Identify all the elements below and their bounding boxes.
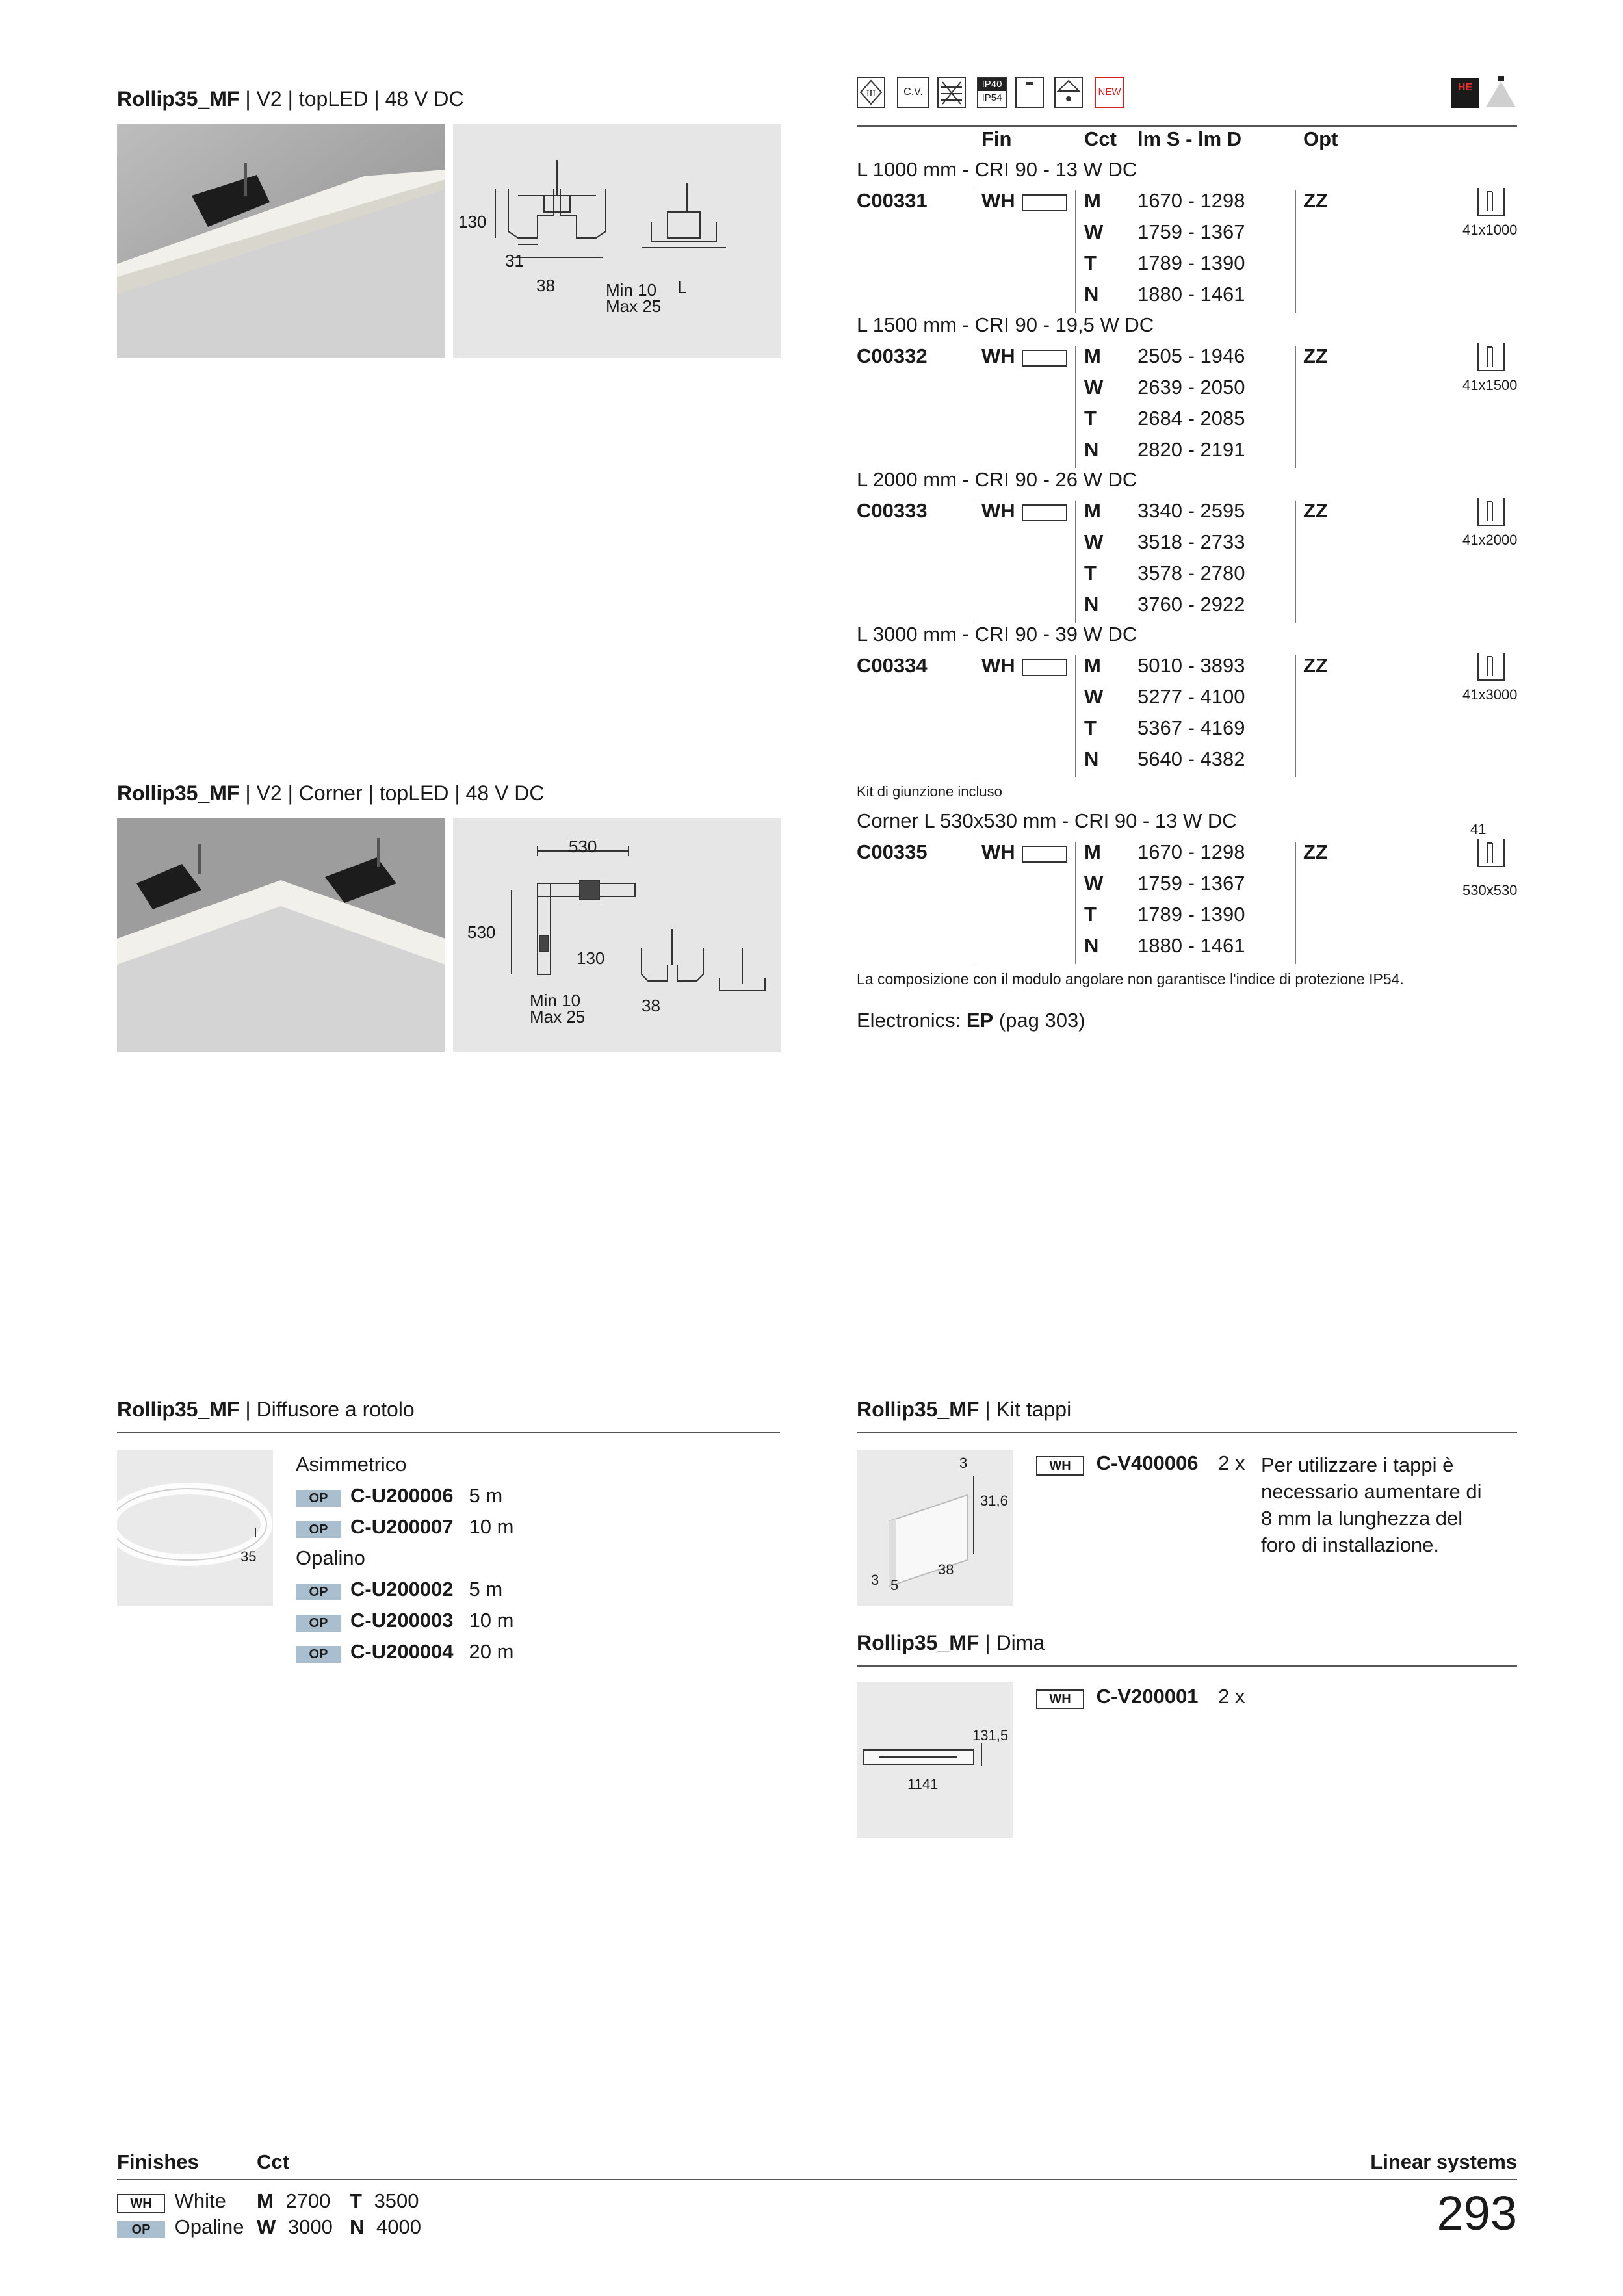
- corner-group-fin-swatch: [1022, 846, 1067, 863]
- group-3-code: C00334: [857, 654, 928, 677]
- diffuser-group-asimmetrico: Asimmetrico: [296, 1453, 407, 1476]
- group-0-cct-3: N: [1084, 283, 1099, 306]
- corner-group-cct-1: W: [1084, 872, 1104, 894]
- group-1-cct-2: T: [1084, 407, 1097, 430]
- kit-tappi-row: [1036, 1452, 1245, 1476]
- diffuser-item-code: C-U200007: [350, 1515, 454, 1538]
- corner-group-lm-1: 1759 - 1367: [1137, 872, 1245, 894]
- flush-mount-icon: [1015, 77, 1044, 108]
- downlight-beam-icon: [1485, 75, 1517, 112]
- corner-group-vsep-3: [1295, 842, 1296, 964]
- group-3-size: 41x3000: [1462, 686, 1518, 703]
- electronics-page: (pag 303): [993, 1009, 1085, 1032]
- group-0-size: 41x1000: [1462, 222, 1518, 238]
- finish-tag-op: OP: [117, 2221, 165, 2238]
- group-0-opt: ZZ: [1303, 189, 1328, 212]
- technical-drawing-linear: [453, 124, 781, 358]
- dima-row: [1036, 1685, 1245, 1709]
- group-3-fin: WH: [981, 654, 1015, 677]
- corner-group-lm-0: 1670 - 1298: [1137, 841, 1245, 863]
- group-3-vsep-2: [1075, 655, 1076, 777]
- diffuser-item-length: 10 m: [469, 1515, 514, 1538]
- group-2-lm-3: 3760 - 2922: [1137, 593, 1245, 616]
- electronics-label: Electronics:: [857, 1009, 967, 1032]
- group-3-vsep-3: [1295, 655, 1296, 777]
- group-3-heading: L 3000 mm - CRI 90 - 39 W DC: [857, 623, 1137, 646]
- group-2-lm-1: 3518 - 2733: [1137, 530, 1245, 553]
- cv-icon: C.V.: [897, 77, 929, 108]
- group-3-lm-0: 5010 - 3893: [1137, 654, 1245, 677]
- footer-cct-label: Cct: [257, 2150, 289, 2173]
- corner-group-cct-2: T: [1084, 903, 1097, 926]
- diffuser-rule: [117, 1432, 780, 1433]
- group-1-fin-swatch: [1022, 350, 1067, 367]
- diffuser-item-code: C-U200002: [350, 1578, 454, 1600]
- corner-group-heading: Corner L 530x530 mm - CRI 90 - 13 W DC: [857, 809, 1237, 832]
- group-2-lm-2: 3578 - 2780: [1137, 562, 1245, 584]
- group-1-lm-1: 2639 - 2050: [1137, 376, 1245, 398]
- section1-title: Rollip35_MF | V2 | topLED | 48 V DC: [117, 87, 464, 111]
- corner-dim-38: 38: [642, 996, 660, 1015]
- dim-max25: Max 25: [606, 296, 662, 316]
- kit-tappi-description: Per utilizzare i tappi è necessario aumentare di 8 mm la lunghezza del foro di installazione.: [1261, 1454, 1482, 1556]
- kit-tappi-qty: 2 x: [1218, 1452, 1245, 1474]
- group-0-lm-1: 1759 - 1367: [1137, 220, 1245, 243]
- group-0-heading: L 1000 mm - CRI 90 - 13 W DC: [857, 158, 1137, 181]
- class-iii-icon: [857, 77, 885, 108]
- footer-rule: [117, 2179, 1517, 2180]
- corner-dim-130: 130: [577, 948, 605, 968]
- group-1-vsep-3: [1295, 346, 1296, 468]
- header-lm: lm S - lm D: [1137, 127, 1242, 150]
- group-2-fin: WH: [981, 499, 1015, 522]
- diffuser-item-length: 5 m: [469, 1578, 503, 1600]
- diffuser-item-length: 20 m: [469, 1640, 514, 1663]
- finish-tag-wh: WH: [117, 2194, 165, 2213]
- group-0-code: C00331: [857, 189, 928, 212]
- finish-tag-op: OP: [296, 1521, 341, 1538]
- corner-note: La composizione con il modulo angolare non garantisce l'indice di protezione IP54.: [857, 971, 1404, 987]
- group-0-fin-swatch: [1022, 194, 1067, 211]
- group-3-fin-swatch: [1022, 659, 1067, 676]
- group-0-cct-2: T: [1084, 252, 1097, 274]
- drawing-svg: [453, 124, 781, 358]
- tappi-dim-3-top: 3: [959, 1455, 968, 1471]
- header-cct: Cct: [1084, 127, 1117, 150]
- corner-group-size-top: 41: [1470, 821, 1487, 837]
- dima-code: C-V200001: [1096, 1685, 1199, 1708]
- finish-tag-wh: WH: [1036, 1456, 1084, 1476]
- dima-drawing: [857, 1682, 1013, 1838]
- corner-group-cct-3: N: [1084, 934, 1099, 957]
- group-2-cct-3: N: [1084, 593, 1099, 616]
- footer-cct-w: W 3000: [257, 2215, 333, 2238]
- group-3-lm-1: 5277 - 4100: [1137, 685, 1245, 708]
- kit-tappi-drawing: [857, 1450, 1013, 1606]
- group-2-profile-icon: [1475, 495, 1507, 528]
- group-3-cct-0: M: [1084, 654, 1101, 677]
- group-0-lm-0: 1670 - 1298: [1137, 189, 1245, 212]
- group-0-fin: WH: [981, 189, 1015, 212]
- dim-130: 130: [458, 212, 487, 231]
- group-1-cct-3: N: [1084, 438, 1099, 461]
- corner-group-lm-2: 1789 - 1390: [1137, 903, 1245, 926]
- footer-finish-opaline: OP Opaline: [117, 2215, 244, 2239]
- diffuser-item-code: C-U200003: [350, 1609, 454, 1632]
- corner-group-cct-0: M: [1084, 841, 1101, 863]
- group-1-fin: WH: [981, 345, 1015, 367]
- group-2-lm-0: 3340 - 2595: [1137, 499, 1245, 522]
- diffuser-title: Rollip35_MF | Diffusore a rotolo: [117, 1398, 415, 1421]
- kit-tappi-title: Rollip35_MF | Kit tappi: [857, 1398, 1072, 1421]
- corner-group-profile-icon: [1475, 837, 1507, 869]
- tappi-dim-5: 5: [890, 1577, 899, 1593]
- group-1-size: 41x1500: [1462, 377, 1518, 393]
- group-1-lm-3: 2820 - 2191: [1137, 438, 1245, 461]
- group-3-lm-2: 5367 - 4169: [1137, 716, 1245, 739]
- group-1-lm-2: 2684 - 2085: [1137, 407, 1245, 430]
- diffuser-item: [296, 1515, 513, 1539]
- diffuser-item: [296, 1578, 502, 1601]
- corner-dim-530-left: 530: [467, 922, 496, 942]
- tappi-dim-3-bottom: 3: [871, 1572, 879, 1588]
- group-2-heading: L 2000 mm - CRI 90 - 26 W DC: [857, 468, 1137, 491]
- finish-tag-op: OP: [296, 1584, 341, 1600]
- group-3-cct-2: T: [1084, 716, 1097, 739]
- finish-tag-op: OP: [296, 1615, 341, 1632]
- diffuser-item: [296, 1640, 513, 1663]
- product-photo-linear: [117, 124, 445, 358]
- group-2-vsep-2: [1075, 501, 1076, 623]
- group-2-vsep-3: [1295, 501, 1296, 623]
- group-1-profile-icon: [1475, 341, 1507, 373]
- ceiling-icon: [1054, 77, 1083, 108]
- header-opt: Opt: [1303, 127, 1338, 150]
- corner-dim-max25: Max 25: [530, 1007, 586, 1026]
- header-rule: [857, 125, 1517, 127]
- finish-tag-op: OP: [296, 1646, 341, 1663]
- tappi-dim-38: 38: [938, 1561, 954, 1578]
- footer-finishes-label: Finishes: [117, 2150, 199, 2173]
- svg-text:III: III: [866, 89, 876, 99]
- group-1-opt: ZZ: [1303, 345, 1328, 367]
- group-2-size: 41x2000: [1462, 532, 1518, 548]
- page-number: 293: [1436, 2186, 1517, 2240]
- group-0-lm-2: 1789 - 1390: [1137, 252, 1245, 274]
- group-1-heading: L 1500 mm - CRI 90 - 19,5 W DC: [857, 313, 1154, 336]
- finish-tag-op: OP: [296, 1490, 341, 1507]
- group-0-vsep-2: [1075, 190, 1076, 313]
- tappi-dim-31-6: 31,6: [980, 1493, 1008, 1509]
- group-3-lm-3: 5640 - 4382: [1137, 748, 1245, 770]
- kit-tappi-code: C-V400006: [1096, 1452, 1199, 1474]
- group-2-fin-swatch: [1022, 504, 1067, 521]
- group-2-cct-1: W: [1084, 530, 1104, 553]
- group-1-cct-1: W: [1084, 376, 1104, 398]
- diffuser-item-length: 10 m: [469, 1609, 514, 1632]
- group-0-cct-1: W: [1084, 220, 1104, 243]
- technical-drawing-corner: [453, 818, 781, 1052]
- high-efficiency-icon: HE: [1451, 78, 1479, 108]
- ip-rating-icon: IP40 IP54: [977, 77, 1007, 108]
- no-insulation-icon: [937, 77, 966, 108]
- section2-title: Rollip35_MF | V2 | Corner | topLED | 48 V DC: [117, 781, 545, 805]
- kit-tappi-rule: [857, 1432, 1517, 1433]
- dim-31: 31: [505, 251, 524, 270]
- corner-group-opt: ZZ: [1303, 841, 1328, 863]
- group-2-opt: ZZ: [1303, 499, 1328, 522]
- group-1-vsep-2: [1075, 346, 1076, 468]
- diffuser-item: [296, 1484, 502, 1507]
- diffuser-group-opalino: Opalino: [296, 1546, 365, 1569]
- group-1-lm-0: 2505 - 1946: [1137, 345, 1245, 367]
- group-2-code: C00333: [857, 499, 928, 522]
- group-3-cct-3: N: [1084, 748, 1099, 770]
- footer-cct-m: M 2700: [257, 2189, 331, 2212]
- footer-cct-n: N 4000: [350, 2215, 421, 2238]
- group-2-cct-2: T: [1084, 562, 1097, 584]
- dima-dim-131-5: 131,5: [972, 1727, 1009, 1743]
- corner-drawing-svg: [453, 818, 781, 1052]
- new-badge-icon: NEW: [1095, 77, 1124, 108]
- group-1-code: C00332: [857, 345, 928, 367]
- corner-group-lm-3: 1880 - 1461: [1137, 934, 1245, 957]
- kit-note: Kit di giunzione incluso: [857, 783, 1002, 800]
- dim-L: L: [677, 278, 687, 297]
- header-fin: Fin: [981, 127, 1012, 150]
- dima-qty: 2 x: [1218, 1685, 1245, 1708]
- group-3-cct-1: W: [1084, 685, 1104, 708]
- corner-group-code: C00335: [857, 841, 928, 863]
- corner-dim-min10: Min 10: [530, 991, 581, 1010]
- group-0-cct-0: M: [1084, 189, 1101, 212]
- corner-group-fin: WH: [981, 841, 1015, 863]
- corner-group-size: 530x530: [1462, 882, 1518, 898]
- group-0-vsep-3: [1295, 190, 1296, 313]
- dima-rule: [857, 1665, 1517, 1667]
- corner-group-vsep-2: [1075, 842, 1076, 964]
- product-photo-corner: [117, 818, 445, 1052]
- electronics-line: [857, 1009, 1085, 1032]
- group-3-profile-icon: [1475, 650, 1507, 683]
- corner-dim-530-top: 530: [569, 837, 597, 856]
- finish-tag-wh: WH: [1036, 1689, 1084, 1709]
- diffuser-photo: [117, 1450, 273, 1606]
- footer-category: Linear systems: [1370, 2150, 1517, 2173]
- dim-min10: Min 10: [606, 280, 657, 300]
- group-0-lm-3: 1880 - 1461: [1137, 283, 1245, 306]
- group-3-opt: ZZ: [1303, 654, 1328, 677]
- group-2-cct-0: M: [1084, 499, 1101, 522]
- group-1-cct-0: M: [1084, 345, 1101, 367]
- dima-dim-1141: 1141: [907, 1776, 939, 1792]
- diffuser-item-code: C-U200006: [350, 1484, 454, 1507]
- footer-cct-t: T 3500: [350, 2189, 419, 2212]
- diffuser-item-code: C-U200004: [350, 1640, 454, 1663]
- diffuser-item: [296, 1609, 513, 1632]
- diffuser-dim-35: 35: [240, 1548, 257, 1565]
- group-0-profile-icon: [1475, 185, 1507, 218]
- dima-title: Rollip35_MF | Dima: [857, 1631, 1045, 1654]
- footer-finish-white: WH White: [117, 2189, 226, 2213]
- dim-38: 38: [536, 276, 555, 295]
- electronics-code: EP: [966, 1009, 994, 1032]
- diffuser-item-length: 5 m: [469, 1484, 503, 1507]
